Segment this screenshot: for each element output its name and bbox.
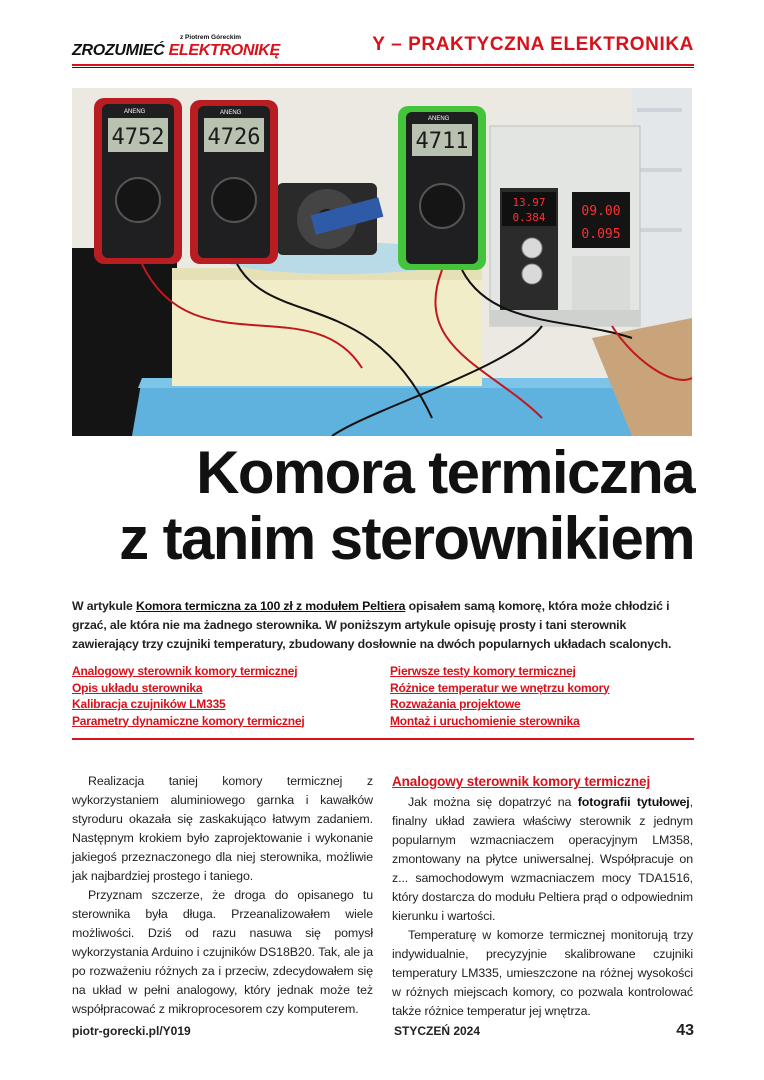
title-photo xyxy=(72,88,692,436)
meter-2-reading: 4726 xyxy=(207,125,261,150)
section-heading: Analogowy sterownik komory termicznej xyxy=(392,774,651,789)
meter-1-brand: ANENG xyxy=(124,109,146,115)
toc-right-column xyxy=(390,663,610,729)
lead-article-link[interactable]: Komora termiczna za 100 zł z modułem Peltiera xyxy=(135,599,406,613)
title-line-2: z tanim sterownikiem xyxy=(119,505,694,572)
photo-reference: fotografii tytułowej xyxy=(577,795,690,809)
toc-link-dynamic-parameters[interactable]: Parametry dynamiczne komory termicznej xyxy=(72,713,305,728)
logo-red-text: ELEKTRONIKĘ xyxy=(168,42,280,59)
paragraph-text: , finalny układ zawiera właściwy sterownik z jednym popularnym wzmacniaczem operacyjnym LM358, zmontowany na płytce uniwersalnej. Współpracuje on z... samochodowym wzmacniaczem mocy TDA1516, który dostarcza do modułu Peltiera prąd o odpowiednim kierunku i wartości. xyxy=(392,795,693,923)
lead-after: opisałem samą komorę, która może chłodzić i grzać, ale która nie ma żadnego sterownika. W poniższym artykule opisuję prosty i tani sterownik zawierający trzy czujniki temperatury, zbudowany dosłownie na dwóch popularnych układach scalonych. xyxy=(72,599,672,651)
meter-3-reading: 4711 xyxy=(415,129,469,154)
footer-url[interactable]: piotr-gorecki.pl/Y019 xyxy=(72,1024,191,1038)
page-footer xyxy=(72,1022,694,1042)
page-header xyxy=(72,28,694,64)
toc-link-analog-controller[interactable]: Analogowy sterownik komory termicznej xyxy=(72,664,298,678)
logo-subtitle: z Piotrem Góreckim xyxy=(180,34,242,41)
logo-dark-text: ZROZUMIEĆ xyxy=(72,42,165,59)
toc-link-temperature-differences[interactable]: Różnice temperatur we wnętrzu komory xyxy=(390,680,610,695)
title-line-1: Komora termiczna xyxy=(196,439,694,506)
psu-1-current: 0.384 xyxy=(512,211,546,224)
toc-link-sensor-calibration[interactable]: Kalibracja czujników LM335 xyxy=(72,697,226,711)
toc-link-assembly[interactable]: Montaż i uruchomienie sterownika xyxy=(390,713,580,728)
psu-2-voltage: 09.00 xyxy=(581,204,621,219)
toc-link-circuit-description[interactable]: Opis układu sterownika xyxy=(72,680,203,695)
psu-2-current: 0.095 xyxy=(581,227,621,242)
header-divider-thin xyxy=(72,67,694,68)
meter-3-brand: ANENG xyxy=(428,116,450,122)
body-paragraph: Przyznam szczerze, że droga do opisanego tu sterownika była długa. Przeanalizowałem wiele możliwości. Dziś od razu nasuwa się pomysł wykorzystania Arduino i czujników DS18B20. Tak, ale ja po rozważeniu różnych za i przeciw, zdecydowałem się na układ w pełni analogowy, który jednak może też współpracować z mikroprocesorem czy komputerem. xyxy=(72,888,373,1016)
meter-2-brand: ANENG xyxy=(220,110,242,116)
body-column-left xyxy=(72,772,373,1019)
section-title: Y – PRAKTYCZNA ELEKTRONIKA xyxy=(372,34,694,55)
page-number: 43 xyxy=(676,1022,694,1039)
article-title xyxy=(72,440,694,572)
paragraph-text: Jak można się dopatrzyć na xyxy=(408,795,578,809)
body-paragraph xyxy=(392,793,693,926)
toc-link-first-tests[interactable]: Pierwsze testy komory termicznej xyxy=(390,664,576,678)
body-paragraph: Temperaturę w komorze termicznej monitorują trzy indywidualnie, precyzyjnie skalibrowane czujniki temperatury LM335, umieszczone na różnej wysokości w różnych miejscach komory, co pozwala kontrolować także różnice temperatur jej wnętrza. xyxy=(392,928,693,1018)
psu-1-voltage: 13.97 xyxy=(512,196,546,209)
toc-left-column xyxy=(72,663,305,729)
toc-divider xyxy=(72,738,694,740)
article-lead xyxy=(72,597,694,654)
title-photo-illustration xyxy=(72,88,692,436)
logo-wordmark xyxy=(72,42,280,60)
body-paragraph: Realizacja taniej komory termicznej z wykorzystaniem aluminiowego garnka i kawałków styroduru okazała się zaskakująco łatwym zadaniem. Następnym krokiem było zaprojektowanie i wykonanie jakiegoś przeznaczonego dla niej sterownika, możliwie jak najbardziej prostego i taniego. xyxy=(72,774,373,883)
toc-link-design-considerations[interactable]: Rozważania projektowe xyxy=(390,697,521,711)
footer-issue: STYCZEŃ 2024 xyxy=(394,1024,481,1038)
lead-before: W artykule xyxy=(72,599,136,613)
header-divider xyxy=(72,64,694,66)
body-column-right xyxy=(392,773,693,1021)
meter-1-reading: 4752 xyxy=(111,125,165,150)
